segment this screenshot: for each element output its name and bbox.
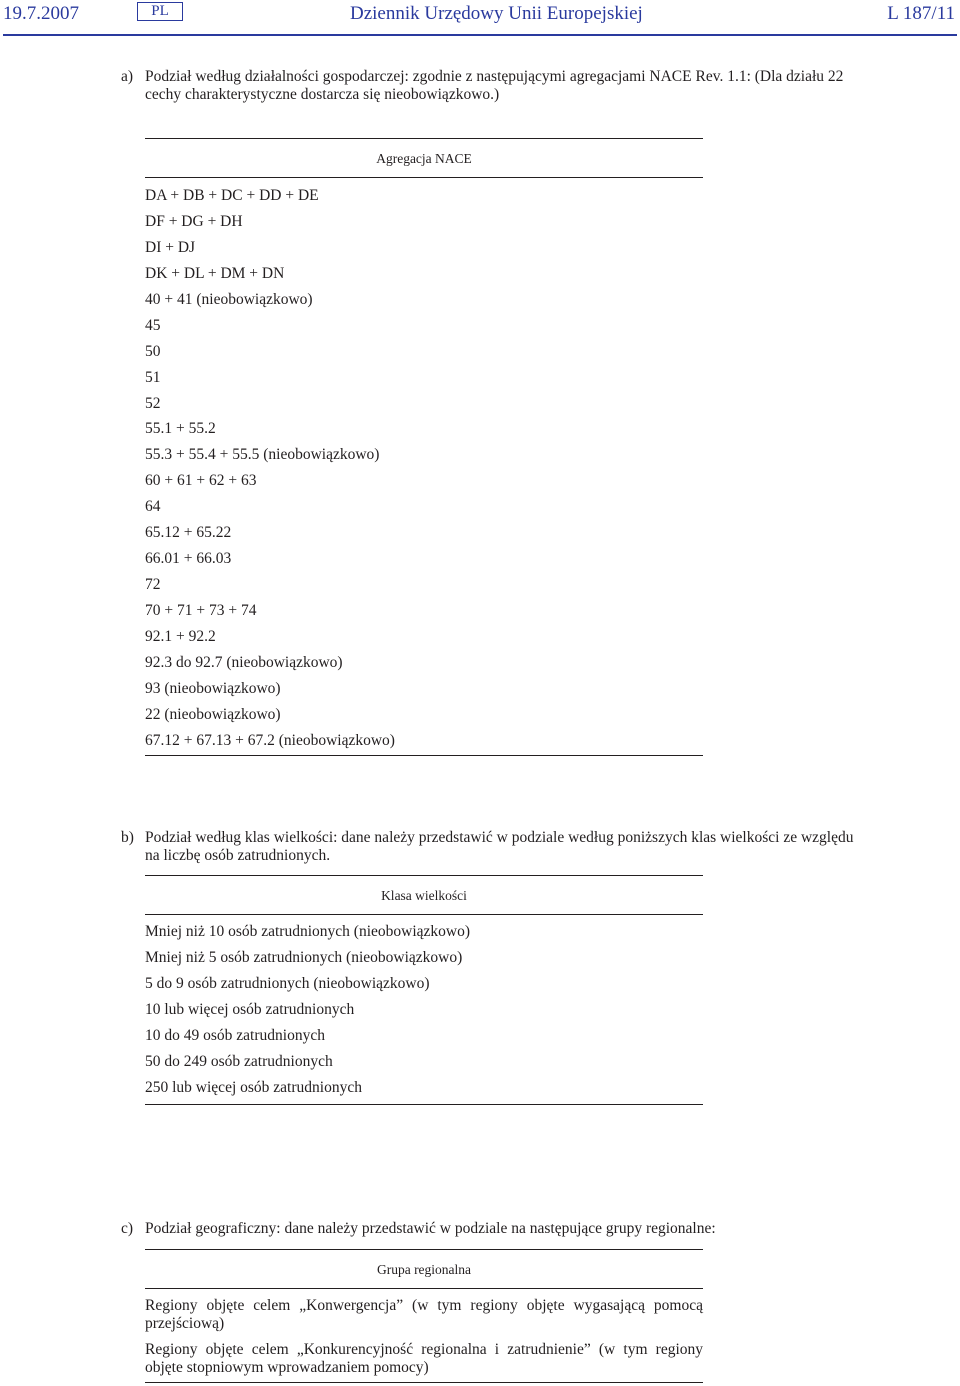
table-bottom-rule [145, 755, 703, 756]
table-top-rule [145, 1249, 703, 1250]
table-row: 250 lub więcej osób zatrudnionych [145, 1078, 362, 1096]
table-row: 64 [145, 498, 161, 516]
table-row: 10 do 49 osób zatrudnionych [145, 1026, 325, 1044]
section-c-paragraph [121, 1220, 881, 1240]
section-c-text: Podział geograficzny: dane należy przedstawić w podziale na następujące grupy regionalne: [145, 1220, 716, 1237]
table-row: 50 [145, 342, 161, 360]
table-row: Regiony objęte celem „Konwergencja” (w tym regiony objęte wygasającą pomocą przejściową) [145, 1297, 703, 1332]
table-row: 10 lub więcej osób zatrudnionych [145, 1000, 355, 1018]
size-class-column-header: Klasa wielkości [381, 888, 467, 903]
nace-column-header: Agregacja NACE [376, 151, 472, 166]
table-row: Mniej niż 10 osób zatrudnionych (nieobowiązkowo) [145, 923, 470, 940]
table-row: DK + DL + DM + DN [145, 264, 285, 282]
table-row: 67.12 + 67.13 + 67.2 (nieobowiązkowo) [145, 731, 395, 749]
table-row: DA + DB + DC + DD + DE [145, 187, 319, 204]
table-row: 72 [145, 576, 161, 594]
table-bottom-rule [145, 1382, 703, 1383]
nace-table [145, 138, 703, 758]
table-row: 70 + 71 + 73 + 74 [145, 602, 257, 619]
table-row: Mniej niż 5 osób zatrudnionych (nieobowiązkowo) [145, 948, 463, 966]
size-class-table [145, 875, 703, 1107]
table-row: 66.01 + 66.03 [145, 550, 232, 568]
table-row: 50 do 249 osób zatrudnionych [145, 1052, 333, 1070]
table-row: 52 [145, 394, 161, 412]
header-rule [3, 34, 957, 36]
page-header [0, 0, 960, 40]
table-row: 60 + 61 + 62 + 63 [145, 472, 257, 490]
nace-rows [145, 186, 703, 757]
language-badge: PL [137, 2, 183, 21]
table-header-rule [145, 177, 703, 178]
journal-title: Dziennik Urzędowy Unii Europejskiej [350, 3, 643, 24]
table-row: 92.1 + 92.2 [145, 627, 216, 645]
table-row: 22 (nieobowiązkowo) [145, 705, 281, 723]
table-row: DI + DJ [145, 238, 196, 256]
table-row: 93 (nieobowiązkowo) [145, 679, 281, 697]
table-row: 51 [145, 368, 161, 386]
table-header-rule [145, 914, 703, 915]
section-b-text: Podział według klas wielkości: dane należy przedstawić w podziale według poniższych klas wielkości ze względu na liczbę osób zatrudnionych. [145, 829, 854, 864]
table-row: 65.12 + 65.22 [145, 524, 232, 542]
table-row: 55.3 + 55.4 + 55.5 (nieobowiązkowo) [145, 446, 380, 464]
page-reference: L 187/11 [887, 3, 955, 24]
section-a-text: Podział według działalności gospodarczej: zgodnie z następującymi agregacjami NACE Rev. 1.1: (Dla działu 22 cechy charakterystyczne dostarcza się nieobowiązkowo.) [145, 68, 844, 103]
table-row: Regiony objęte celem „Konkurencyjność regionalna i zatrudnienie” (w tym regiony objęte stopniowym wprowadzaniem pomocy) [145, 1341, 703, 1376]
section-b-label: b) [121, 829, 134, 846]
table-bottom-rule [145, 1104, 703, 1105]
table-row: 92.3 do 92.7 (nieobowiązkowo) [145, 653, 343, 671]
table-header-rule [145, 1288, 703, 1289]
header-date: 19.7.2007 [3, 3, 79, 24]
section-b-paragraph [121, 829, 881, 869]
size-class-rows [145, 922, 703, 1104]
section-c-label: c) [121, 1220, 134, 1237]
table-top-rule [145, 138, 703, 139]
table-top-rule [145, 875, 703, 876]
section-a-label: a) [121, 68, 134, 85]
table-row: 5 do 9 osób zatrudnionych (nieobowiązkowo) [145, 974, 430, 992]
section-a-paragraph [121, 68, 881, 108]
regional-group-rows [145, 1297, 703, 1385]
table-row: 55.1 + 55.2 [145, 420, 216, 438]
table-row: 40 + 41 (nieobowiązkowo) [145, 290, 313, 308]
table-row: 45 [145, 316, 161, 334]
regional-group-column-header: Grupa regionalna [376, 1262, 472, 1277]
regional-group-table [145, 1249, 703, 1385]
table-row: DF + DG + DH [145, 212, 243, 230]
